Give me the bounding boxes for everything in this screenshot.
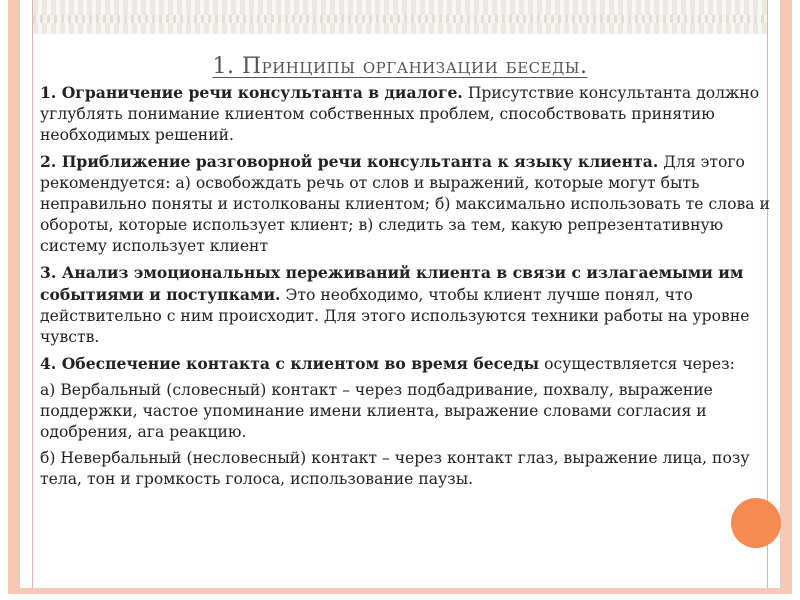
- paragraph-1-heading: 1. Ограничение речи консультанта в диалоге.: [40, 83, 463, 102]
- paragraph-1-text: Присутствие консультанта должно углублять понимание клиентом собственных проблем, способствовать принятию необходимых решений.: [40, 84, 760, 144]
- decorative-top-band: [33, 0, 767, 34]
- paragraph-4a-text: а) Вербальный (словесный) контакт – через подбадривание, похвалу, выражение поддержки, частое упоминание имени клиента, выражение словами согласия и одобрения, ага реакцию.: [40, 381, 713, 441]
- paragraph-4: [40, 353, 775, 375]
- paragraph-4b: [40, 448, 775, 490]
- paragraph-4a: [40, 380, 775, 443]
- paragraph-3-heading: 3. Анализ эмоциональных переживаний клиента в связи с излагаемыми им событиями и поступками.: [40, 263, 744, 304]
- slide-content: [40, 82, 775, 495]
- paragraph-4b-text: б) Невербальный (несловесный) контакт – через контакт глаз, выражение лица, позу тела, тон и громкость голоса, использование паузы.: [40, 449, 750, 488]
- paragraph-1: [40, 82, 775, 146]
- slide: [8, 0, 792, 594]
- paragraph-2-heading: 2. Приближение разговорной речи консультанта к языку клиента.: [40, 152, 659, 171]
- paragraph-2-text: Для этого рекомендуется: а) освобождать речь от слов и выражений, которые могут быть неправильно поняты и истолкованы клиентом; б) максимально использовать те слова и обороты, которые использует клиент; в) следить за тем, какую репрезентативную систему использует клиент: [40, 153, 770, 255]
- slide-title: 1. Принципы организации беседы.: [212, 54, 588, 79]
- paragraph-3: [40, 262, 775, 348]
- paragraph-4-heading: 4. Обеспечение контакта с клиентом во время беседы: [40, 354, 540, 373]
- paragraph-3-text: Это необходимо, чтобы клиент лучше понял, что действительно с ним происходит. Для этого используются техники работы на уровне чувств.: [40, 286, 750, 346]
- decorative-orange-circle: [731, 498, 781, 548]
- paragraph-2: [40, 151, 775, 257]
- paragraph-4-text: осуществляется через:: [539, 355, 735, 373]
